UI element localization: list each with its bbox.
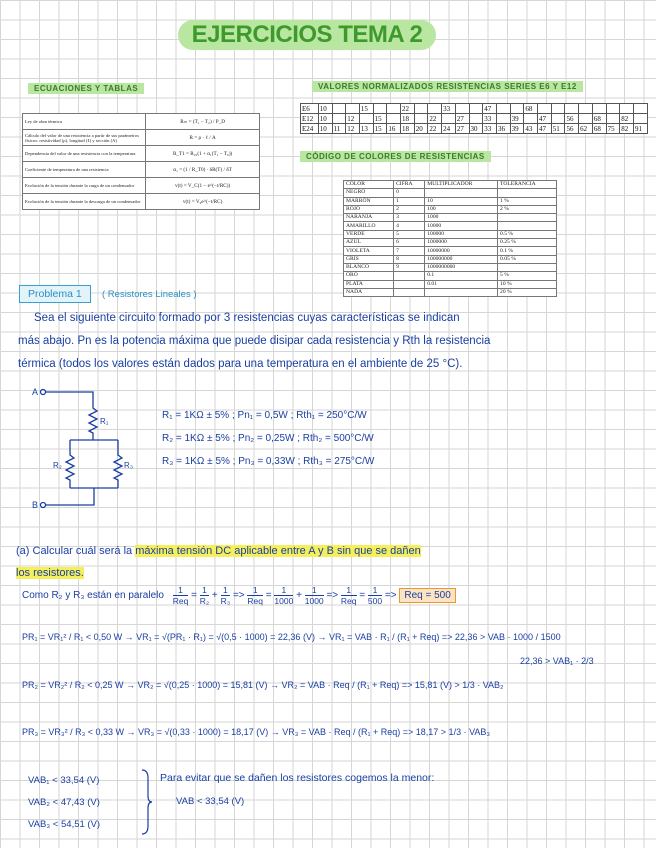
color-cell [498, 214, 557, 222]
r2-label: R₂ [53, 461, 62, 470]
normalized-cell [538, 104, 552, 114]
normalized-cell [455, 104, 469, 114]
color-cell: 10000000 [425, 247, 498, 255]
normalized-cell: 16 [387, 124, 401, 134]
color-header: CIFRA [394, 181, 425, 189]
normalized-cell [359, 114, 373, 124]
color-cell: MARRÓN [344, 197, 394, 205]
color-row [344, 230, 557, 238]
conclusion-text: Para evitar que se dañen los resistores cogemos la menor: [160, 772, 435, 784]
normalized-cell: 62 [579, 124, 593, 134]
normalized-cell: 24 [442, 124, 456, 134]
normalized-cell: 15 [359, 104, 373, 114]
color-cell: 0.1 [425, 272, 498, 280]
equation-row [23, 146, 260, 162]
normalized-cell: 47 [538, 124, 552, 134]
color-cell: NARANJA [344, 214, 394, 222]
color-row [344, 247, 557, 255]
normalized-cell: 56 [565, 114, 579, 124]
normalized-cell: 47 [483, 104, 497, 114]
color-cell: NADA [344, 288, 394, 296]
terminal-b-label: B [32, 500, 39, 510]
color-header: MULTIPLICADOR [425, 181, 498, 189]
pr2-line: PR₂ = VR₂² / R₂ < 0,25 W → VR₂ = √(0,25 · 1000) = 15,81 (V) → VR₂ = VAB · Req / (R₁ + Req) => 15,81 (V) > 1/3 · VAB₂ [22, 680, 504, 690]
resistor-r1 [46, 392, 98, 440]
color-cell: 9 [394, 263, 425, 271]
color-cell: 7 [394, 247, 425, 255]
color-cell: NEGRO [344, 189, 394, 197]
normalized-cell [387, 114, 401, 124]
color-cell [498, 222, 557, 230]
color-row [344, 263, 557, 271]
vab3: VAB₃ < 54,51 (V) [28, 819, 101, 830]
statement-line-2: más abajo. Pn es la potencia máxima que puede disipar cada resistencia y Rth la resistencia [18, 335, 491, 347]
equation-formula: Rₜₕ = (T₁ − T₂) / P_D [146, 114, 260, 130]
color-header: TOLERANCIA [498, 181, 557, 189]
normalized-cell [510, 104, 524, 114]
normalized-cell: 22 [428, 114, 442, 124]
equation-formula: v(t) = V_C(1 − e^(−t/RC)) [146, 178, 260, 194]
color-cell: AZUL [344, 239, 394, 247]
color-cell: PLATA [344, 280, 394, 288]
color-row [344, 205, 557, 213]
normalized-row [301, 114, 648, 124]
equations-table [22, 113, 260, 210]
color-row [344, 288, 557, 296]
color-cell: 10000 [425, 222, 498, 230]
color-cell: 1000000 [425, 239, 498, 247]
normalized-cell: 30 [469, 124, 483, 134]
spec-r2: R₂ = 1KΩ ± 5% ; Pn₂ = 0,25W ; Rth₂ = 500°C/W [162, 433, 374, 444]
normalized-cell [496, 114, 510, 124]
normalized-cell [469, 104, 483, 114]
color-cell: BLANCO [344, 263, 394, 271]
terminal-b-node [41, 503, 46, 508]
equation-description: Evolución de la tensión durante la carga de un condensador [23, 178, 146, 194]
statement-line-1: Sea el siguiente circuito formado por 3 resistencias cuyas características se indican [34, 312, 460, 324]
section-normalized-label: VALORES NORMALIZADOS RESISTENCIAS SERIES E6 Y E12 [312, 81, 583, 92]
normalized-cell: 68 [592, 124, 606, 134]
normalized-row [301, 124, 648, 134]
color-cell [394, 280, 425, 288]
req-line: Como R₂ y R₃ están en paralelo $\frac{1}{\text{Req}}$ = $\frac{1}{\text{R₂}}$ + $\frac{1}{\text{R₃}}$ => $\frac{1}{\text{Req}}$ = $\frac{1}{1000}$ + $\frac{1}{1000}$ => $\frac{1}{\text{Req}}$ = $\frac{1}{500}$ => Req = 500 [22, 585, 456, 606]
equation-formula: v(t) = V₀e^(−t/RC) [146, 194, 260, 210]
color-code-table [343, 180, 557, 297]
color-cell [425, 189, 498, 197]
color-row [344, 214, 557, 222]
normalized-cell: E12 [301, 114, 319, 124]
normalized-values-table [300, 103, 648, 134]
color-cell: VIOLETA [344, 247, 394, 255]
r3-label: R₃ [124, 461, 134, 470]
normalized-cell [414, 114, 428, 124]
normalized-cell: 10 [318, 124, 332, 134]
normalized-cell [387, 104, 401, 114]
equation-description: Coeficiente de temperatura de una resistencia [23, 162, 146, 178]
color-cell: AMARILLO [344, 222, 394, 230]
color-cell [425, 288, 498, 296]
color-cell: 100000000 [425, 255, 498, 263]
color-cell: ROJO [344, 205, 394, 213]
vab-list [28, 770, 100, 836]
resistors-r2-r3 [66, 440, 122, 488]
color-cell: 20 % [498, 288, 557, 296]
section-colors-label: CÓDIGO DE COLORES DE RESISTENCIAS [300, 151, 491, 162]
color-cell: 2 [394, 205, 425, 213]
normalized-cell [346, 104, 360, 114]
section-equations-label: ECUACIONES Y TABLAS [28, 83, 144, 94]
color-cell: 1 % [498, 197, 557, 205]
color-cell: ORO [344, 272, 394, 280]
normalized-cell: 13 [359, 124, 373, 134]
req-result: Req = 500 [399, 588, 455, 603]
color-cell: 1000 [425, 214, 498, 222]
normalized-cell [442, 114, 456, 124]
equation-description: Evolución de la tensión durante la descarga de un condensador [23, 194, 146, 210]
normalized-cell [496, 104, 510, 114]
color-cell: 100000 [425, 230, 498, 238]
normalized-cell [620, 104, 634, 114]
normalized-cell [414, 104, 428, 114]
normalized-cell: 68 [592, 114, 606, 124]
equation-row [23, 162, 260, 178]
color-cell: 0.1 % [498, 247, 557, 255]
color-cell: 8 [394, 255, 425, 263]
normalized-cell [332, 114, 346, 124]
color-cell: GRIS [344, 255, 394, 263]
question-a [16, 540, 646, 584]
normalized-cell: 82 [620, 114, 634, 124]
color-cell: 10 [425, 197, 498, 205]
normalized-cell [633, 104, 647, 114]
normalized-cell: 39 [510, 124, 524, 134]
normalized-cell: 36 [496, 124, 510, 134]
color-row [344, 280, 557, 288]
wire-to-b [46, 488, 95, 505]
normalized-cell: 33 [442, 104, 456, 114]
color-cell: 0.05 % [498, 255, 557, 263]
terminal-a-node [41, 390, 46, 395]
problem-subtitle: ( Resistores Lineales ) [102, 289, 197, 300]
color-cell [394, 288, 425, 296]
req-text: Como R₂ y R₃ están en paralelo [22, 590, 164, 602]
normalized-cell [606, 114, 620, 124]
final-answer: VAB < 33,54 (V) [176, 796, 245, 807]
problem-statement [18, 307, 648, 376]
statement-line-3: térmica (todos los valores están dados para una temperatura en el ambiente de 25 °C). [18, 358, 463, 370]
normalized-cell: 39 [510, 114, 524, 124]
equation-description: Cálculo del valor de una resistencia a partir de sus parámetros físicos: resistividad (ρ), longitud (ℓ) y sección (A) [23, 130, 146, 146]
spec-r1: R₁ = 1KΩ ± 5% ; Pn₁ = 0,5W ; Rth₁ = 250°C/W [162, 410, 367, 421]
equation-row [23, 194, 260, 210]
color-cell: VERDE [344, 230, 394, 238]
normalized-cell: 11 [332, 124, 346, 134]
normalized-cell: 12 [346, 124, 360, 134]
color-row [344, 222, 557, 230]
normalized-cell: 18 [401, 114, 415, 124]
equation-row [23, 114, 260, 130]
circuit-diagram [30, 380, 150, 515]
color-row [344, 197, 557, 205]
normalized-cell: 91 [633, 124, 647, 134]
normalized-cell [579, 104, 593, 114]
normalized-cell: 43 [524, 124, 538, 134]
normalized-cell [606, 104, 620, 114]
normalized-cell: 82 [620, 124, 634, 134]
equation-description: Ley de ohm térmica [23, 114, 146, 130]
normalized-cell [565, 104, 579, 114]
normalized-cell [633, 114, 647, 124]
color-cell: 6 [394, 239, 425, 247]
color-cell: 4 [394, 222, 425, 230]
color-row [344, 189, 557, 197]
normalized-cell [524, 114, 538, 124]
pr1-result: 22,36 > VAB₁ · 2/3 [520, 656, 594, 666]
normalized-row [301, 104, 648, 114]
normalized-cell: 33 [483, 114, 497, 124]
normalized-cell: E24 [301, 124, 319, 134]
problem-label: Problema 1 [19, 285, 91, 303]
normalized-cell: 75 [606, 124, 620, 134]
vab1: VAB₁ < 33,54 (V) [28, 775, 100, 786]
normalized-cell: 12 [346, 114, 360, 124]
color-cell: 0.5 % [498, 230, 557, 238]
equation-description: Dependencia del valor de una resistencia con la temperatura [23, 146, 146, 162]
normalized-cell: 27 [455, 114, 469, 124]
resistor-specs [162, 404, 374, 473]
normalized-cell [551, 104, 565, 114]
pr1-line: PR₁ = VR₁² / R₁ < 0,50 W → VR₁ = √(PR₁ · R₁) = √(0,5 · 1000) = 22,36 (V) → VR₁ = VAB · R₁ / (R₁ + Req) => 22,36 > VAB · 1000 / 1500 [22, 632, 561, 642]
normalized-cell: 27 [455, 124, 469, 134]
normalized-cell: 56 [565, 124, 579, 134]
equation-formula: R = ρ · ℓ / A [146, 130, 260, 146]
normalized-cell: 22 [401, 104, 415, 114]
normalized-cell [592, 104, 606, 114]
normalized-cell: 10 [318, 114, 332, 124]
page-title: EJERCICIOS TEMA 2 [178, 20, 436, 50]
color-cell: 5 % [498, 272, 557, 280]
normalized-cell: E6 [301, 104, 319, 114]
color-cell [394, 272, 425, 280]
color-cell: 0.25 % [498, 239, 557, 247]
normalized-cell [373, 104, 387, 114]
color-cell: 1 [394, 197, 425, 205]
color-cell: 3 [394, 214, 425, 222]
equation-formula: α₁ = (1 / R_T0) · δR(T) / δT [146, 162, 260, 178]
equation-row [23, 178, 260, 194]
normalized-cell: 20 [414, 124, 428, 134]
equation-formula: R_T1 = R₂₅(1 + α₁(T₁ − T₀)) [146, 146, 260, 162]
color-cell: 2 % [498, 205, 557, 213]
normalized-cell: 47 [538, 114, 552, 124]
color-cell: 0.01 [425, 280, 498, 288]
color-row [344, 239, 557, 247]
r1-label: R₁ [100, 417, 109, 426]
normalized-cell [579, 114, 593, 124]
color-cell: 1000000000 [425, 263, 498, 271]
color-cell: 10 % [498, 280, 557, 288]
question-a-text: (a) Calcular cuál será la [16, 545, 136, 557]
color-cell: 0 [394, 189, 425, 197]
vab2: VAB₂ < 47,43 (V) [28, 797, 100, 808]
brace [140, 768, 154, 836]
color-cell: 5 [394, 230, 425, 238]
color-cell: 100 [425, 205, 498, 213]
normalized-cell: 51 [551, 124, 565, 134]
normalized-cell: 15 [373, 114, 387, 124]
normalized-cell [469, 114, 483, 124]
normalized-cell: 10 [318, 104, 332, 114]
color-header: COLOR [344, 181, 394, 189]
color-cell [498, 263, 557, 271]
spec-r3: R₃ = 1KΩ ± 5% ; Pn₃ = 0,33W ; Rth₃ = 275°C/W [162, 456, 375, 467]
normalized-cell: 33 [483, 124, 497, 134]
normalized-cell: 22 [428, 124, 442, 134]
color-cell [498, 189, 557, 197]
color-row [344, 272, 557, 280]
pr3-line: PR₃ = VR₃² / R₃ < 0,33 W → VR₃ = √(0,33 · 1000) = 18,17 (V) → VR₃ = VAB · Req / (R₁ + Req) => 18,17 > 1/3 · VAB₃ [22, 727, 491, 737]
color-row [344, 255, 557, 263]
normalized-cell [428, 104, 442, 114]
normalized-cell: 68 [524, 104, 538, 114]
equation-row [23, 130, 260, 146]
normalized-cell [332, 104, 346, 114]
question-a-highlight: máxima tensión DC aplicable entre A y B sin que se dañen [135, 545, 421, 557]
normalized-cell: 18 [401, 124, 415, 134]
question-a-line2: los resistores. [16, 567, 84, 579]
terminal-a-label: A [32, 387, 39, 397]
normalized-cell [551, 114, 565, 124]
normalized-cell: 15 [373, 124, 387, 134]
